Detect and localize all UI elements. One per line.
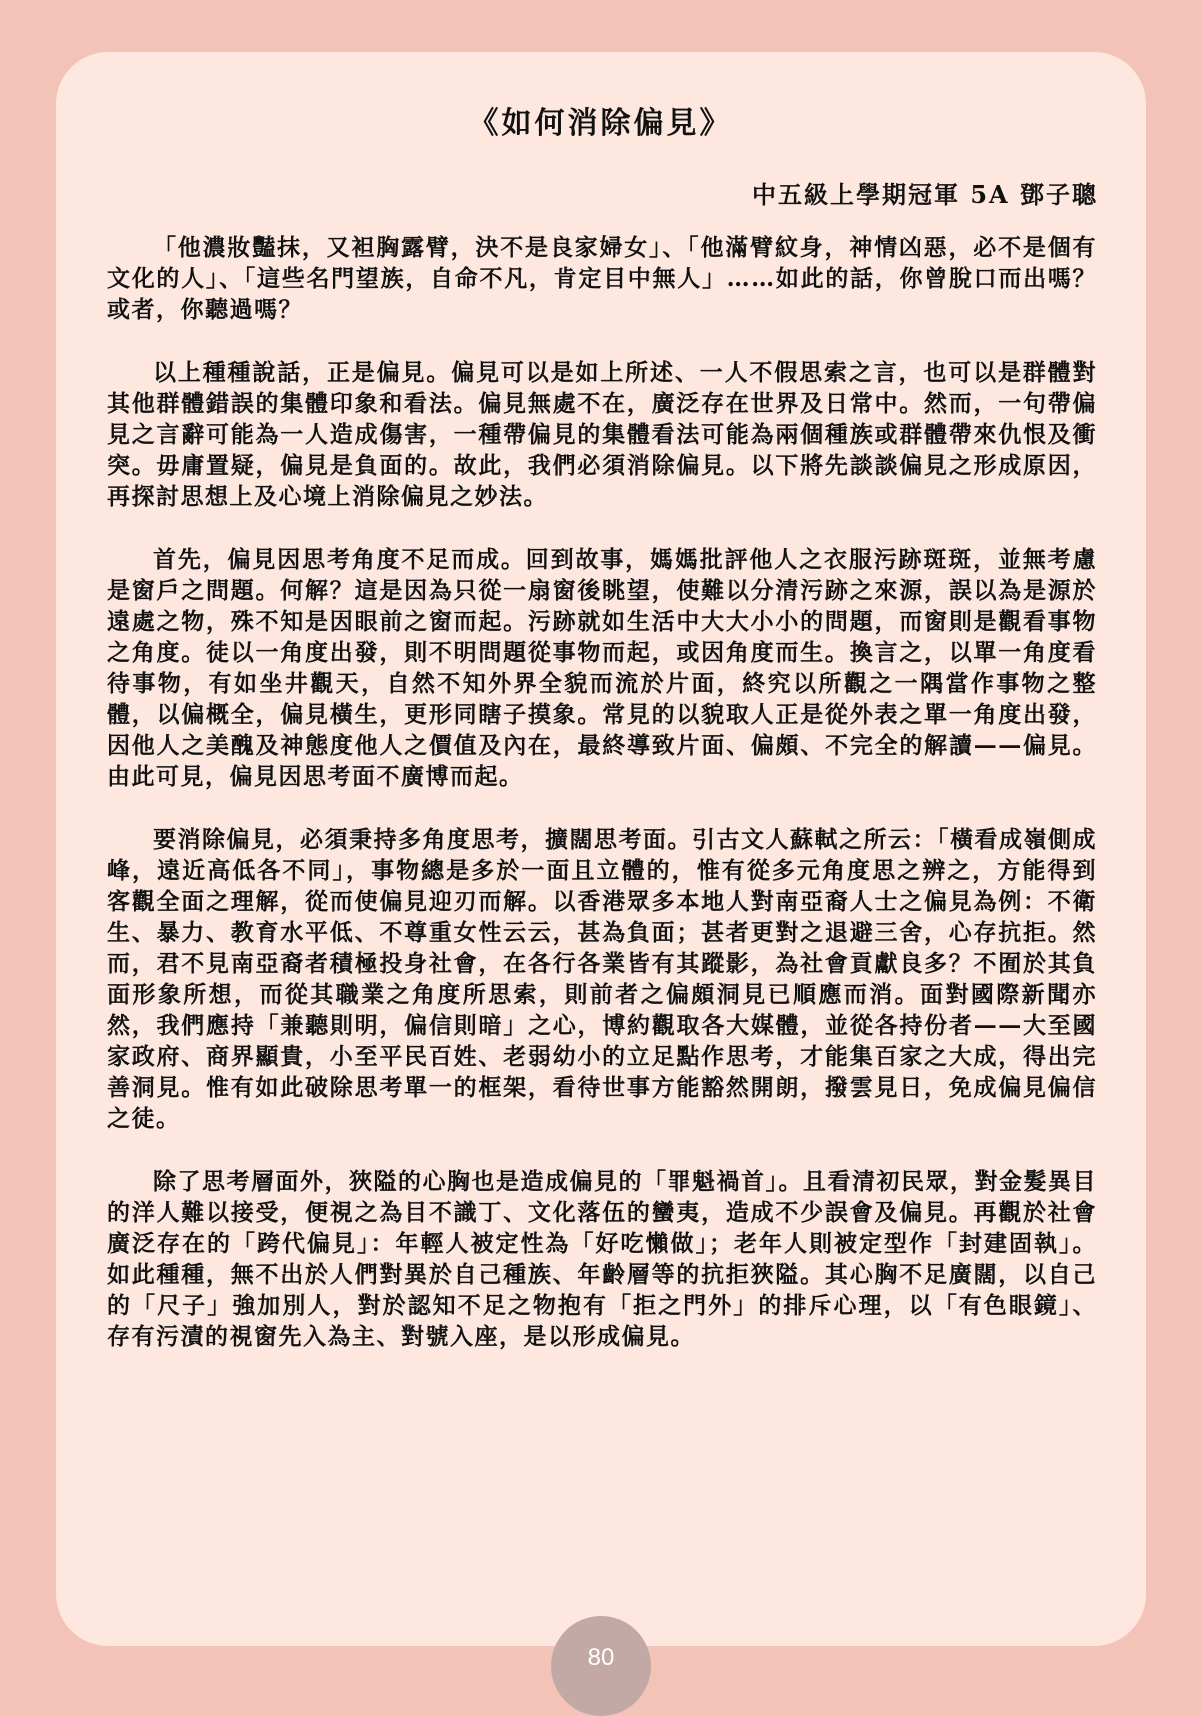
paragraph-3: 首先，偏見因思考角度不足而成。回到故事，媽媽批評他人之衣服污跡斑斑，並無考慮是窗戶之問題。何解？這是因為只從一扇窗後眺望，使難以分清污跡之來源，誤以為是源於遠處之物，殊不知是因眼前之窗而起。污跡就如生活中大大小小的問題，而窗則是觀看事物之角度。徒以一角度出發，則不明問題從事物而起，或因角度而生。換言之，以單一角度看待事物，有如坐井觀天，自然不知外界全貌而流於片面，終究以所觀之一隅當作事物之整體，以偏概全，偏見橫生，更形同瞎子摸象。常見的以貌取人正是從外表之單一角度出發，因他人之美醜及神態度他人之價值及內在，最終導致片面、偏頗、不完全的解讀——偏見。由此可見，偏見因思考面不廣博而起。 (107, 546, 1097, 790)
paragraph-4: 要消除偏見，必須秉持多角度思考，擴闊思考面。引古文人蘇軾之所云：「橫看成嶺側成峰，遠近高低各不同」，事物總是多於一面且立體的，惟有從多元角度思之辨之，方能得到客觀全面之理解，從而使偏見迎刃而解。以香港眾多本地人對南亞裔人士之偏見為例：不衛生、暴力、教育水平低、不尊重女性云云，甚為負面；甚者更對之退避三舍，心存抗拒。然而，君不見南亞裔者積極投身社會，在各行各業皆有其蹤影，為社會貢獻良多？不囿於其負面形象所想，而從其職業之角度所思索，則前者之偏頗洞見已順應而消。面對國際新聞亦然，我們應持「兼聽則明，偏信則暗」之心，博約觀取各大媒體，並從各持份者——大至國家政府、商界顯貴，小至平民百姓、老弱幼小的立足點作思考，才能集百家之大成，得出完善洞見。惟有如此破除思考單一的框架，看待世事方能豁然開朗，撥雲見日，免成偏見偏信之徒。 (107, 826, 1097, 1132)
paragraph-1: 「他濃妝豔抹，又袒胸露臂，決不是良家婦女」、「他滿臂紋身，神情凶惡，必不是個有文化的人」、「這些名門望族，自命不凡，肯定目中無人」……如此的話，你曾脫口而出嗎？或者，你聽過嗎？ (107, 234, 1097, 323)
author-byline: 中五級上學期冠軍 5A 鄧子聰 (751, 180, 1098, 209)
paragraph-2: 以上種種說話，正是偏見。偏見可以是如上所述、一人不假思索之言，也可以是群體對其他群體錯誤的集體印象和看法。偏見無處不在，廣泛存在世界及日常中。然而，一句帶偏見之言辭可能為一人造成傷害，一種帶偏見的集體看法可能為兩個種族或群體帶來仇恨及衝突。毋庸置疑，偏見是負面的。故此，我們必須消除偏見。以下將先談談偏見之形成原因，再探討思想上及心境上消除偏見之妙法。 (107, 359, 1097, 510)
paragraph-5: 除了思考層面外，狹隘的心胸也是造成偏見的「罪魁禍首」。且看清初民眾，對金髮異目的洋人難以接受，便視之為目不識丁、文化落伍的蠻夷，造成不少誤會及偏見。再觀於社會廣泛存在的「跨代偏見」：年輕人被定性為「好吃懶做」；老年人則被定型作「封建固執」。如此種種，無不出於人們對異於自己種族、年齡層等的抗拒狹隘。其心胸不足廣闊，以自己的「尺子」強加別人，對於認知不足之物抱有「拒之門外」的排斥心理，以「有色眼鏡」、存有污漬的視窗先入為主、對號入座，是以形成偏見。 (107, 1168, 1097, 1350)
essay-title: 《如何消除偏見》 (468, 106, 733, 141)
essay-body (107, 232, 1097, 1384)
page-number-badge: 80 (551, 1616, 651, 1716)
